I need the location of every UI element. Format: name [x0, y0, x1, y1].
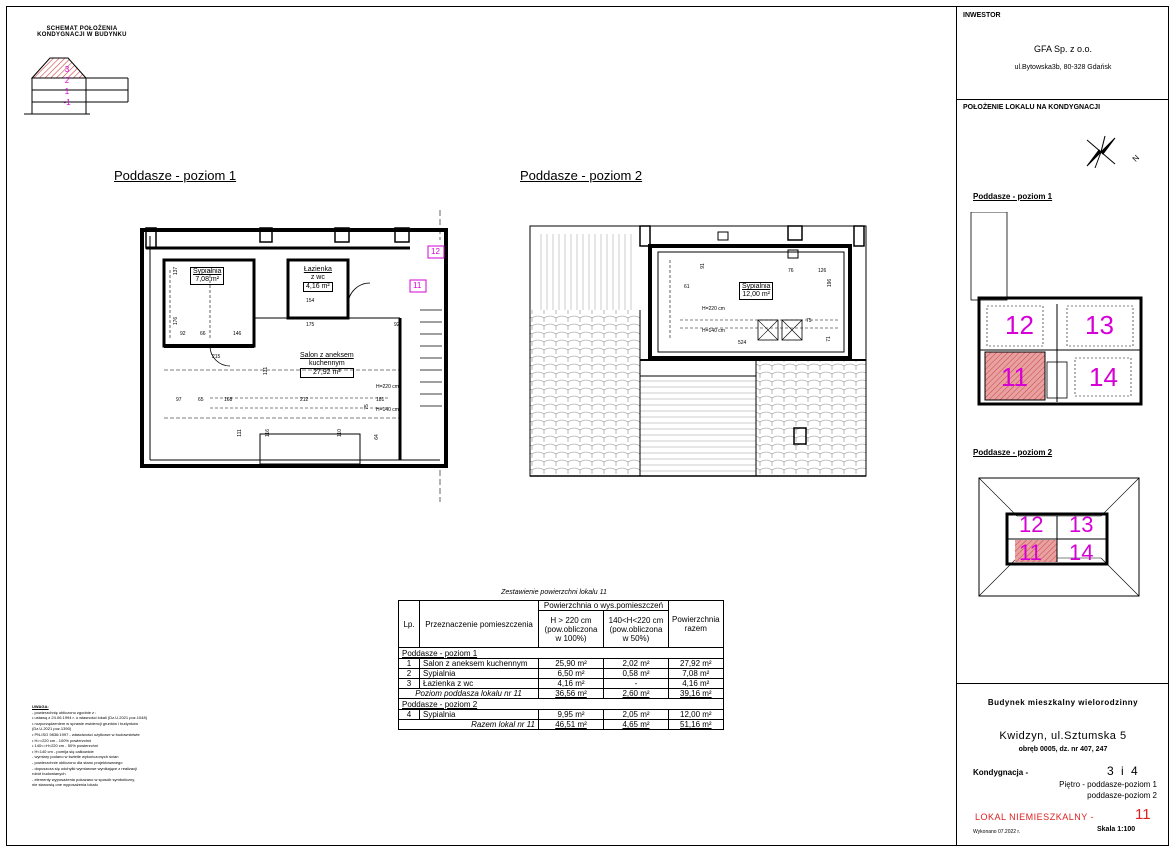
note-line: - dopuszcza się odchyłki wymiarowe wynikające z realizacji	[32, 765, 137, 771]
dim: 154	[306, 298, 315, 304]
dim: 176	[173, 316, 180, 326]
dim: 61	[684, 284, 690, 290]
scale: Skala 1:100	[1097, 826, 1136, 833]
cell-name: Sypialnia	[420, 710, 539, 720]
plan1-tag-11: 11	[413, 281, 422, 290]
cell-lp: 3	[399, 679, 420, 689]
investor-label: INWESTOR	[963, 12, 1001, 19]
table-row	[399, 669, 724, 679]
plan1-living-line2: kuchennym	[308, 360, 345, 367]
storey-label: Kondygnacja -	[973, 768, 1029, 777]
dim: 212	[300, 397, 309, 403]
level-1: 1	[64, 87, 70, 96]
cell-a: 9,95 m²	[539, 710, 604, 720]
location-label: POŁOŻENIE LOKALU NA KONDYGNACJI	[963, 104, 1101, 111]
dim: 97	[176, 397, 182, 403]
address: Kwidzyn, ul.Sztumska 5	[999, 730, 1127, 742]
dim: 92	[180, 331, 186, 337]
plan1-bedroom-label	[190, 267, 224, 285]
cell-a: 6,50 m²	[539, 669, 604, 679]
plan1-bathroom-label	[303, 266, 333, 292]
mini2-unit-12: 12	[1019, 512, 1044, 537]
cell-name: Sypialnia	[420, 669, 539, 679]
dim: 146	[233, 331, 242, 337]
unit-label: LOKAL NIEMIESZKALNY -	[975, 812, 1095, 822]
mini1-title: Poddasze - poziom 1	[973, 192, 1053, 201]
dim: 76	[788, 268, 794, 274]
dim: 64	[373, 434, 380, 440]
total-row	[399, 720, 724, 730]
plan2-bedroom-label	[739, 282, 773, 300]
dim: 131	[263, 366, 270, 376]
section1: Poddasze - poziom 1	[399, 648, 724, 659]
building-type: Budynek mieszkalny wielorodzinny	[987, 698, 1139, 707]
mini-plan-level2	[977, 476, 1147, 600]
section2: Poddasze - poziom 2	[399, 699, 724, 710]
mini1-unit-13: 13	[1085, 310, 1114, 340]
scheme-title-line1: SCHEMAT POŁOŻENIA	[46, 26, 118, 32]
plan1-bedroom-name: Sypialnia	[193, 268, 222, 275]
cell-lp: 1	[399, 659, 420, 669]
building-section-scheme	[20, 46, 140, 118]
notes-block	[32, 704, 252, 788]
cell-b: 2,02 m²	[604, 659, 669, 669]
note-line: • H>=220 cm - 100% powierzchni	[32, 737, 92, 743]
note-line: nie stanowią one wyposażenia lokalu	[32, 782, 98, 788]
dim: 168	[224, 397, 233, 403]
subtotal-row	[399, 689, 724, 699]
note-line: - powierzchnie obliczono dla stanu projektowanego	[32, 759, 123, 765]
mini2-unit-13: 13	[1069, 512, 1094, 537]
cell-b: 2,05 m²	[604, 710, 669, 720]
location-scheme-title	[32, 26, 132, 38]
dim: 196	[827, 278, 834, 288]
level-3: 3	[64, 65, 70, 74]
col-h140: 140<H<220 cm (pow.obliczona w 50%)	[604, 611, 669, 648]
total-t: 51,16 m²	[669, 720, 724, 730]
dim: 137	[173, 266, 180, 276]
floor-line1: Piętro - poddasze-poziom 1	[1059, 780, 1157, 789]
total-a: 46,51 m²	[539, 720, 604, 730]
plan2-title: Poddasze - poziom 2	[520, 168, 643, 183]
dim: 66	[200, 331, 206, 337]
dim: 91	[699, 263, 706, 269]
total-b: 4,65 m²	[604, 720, 669, 730]
table-caption: Zestawienie powierzchni lokalu 11	[501, 589, 607, 596]
dim: 111	[236, 429, 243, 437]
plan1-living-area: 27,92 m²	[300, 368, 354, 378]
mini2-unit-11: 11	[1019, 540, 1042, 565]
table-row	[399, 679, 724, 689]
cell-t: 12,00 m²	[669, 710, 724, 720]
col-total: Powierzchnia razem	[669, 601, 724, 648]
col-lp: Lp.	[399, 601, 420, 648]
mini2-unit-14: 14	[1069, 540, 1094, 565]
cell-b: 0,58 m²	[604, 669, 669, 679]
note-line: • H<140 cm - pomija się całkowicie	[32, 748, 94, 754]
note-line: - wymiary podano w świetle wykończonych ścian	[32, 754, 119, 760]
mini-plan-level1	[967, 212, 1147, 412]
subtotal-label: Poziom poddasza lokalu nr 11	[399, 689, 539, 699]
level-2: 2	[64, 76, 70, 85]
area-summary-table	[398, 600, 724, 730]
divider	[957, 99, 1169, 100]
dim: 110	[336, 429, 343, 437]
plan1-bathroom-name: Łazienka	[303, 266, 332, 273]
mini1-unit-12: 12	[1005, 310, 1034, 340]
investor-address: ul.Bytowska3b, 80-328 Gdańsk	[1014, 64, 1112, 71]
unit-number: 11	[1135, 806, 1151, 823]
notes-heading: UWAGA:	[32, 704, 49, 709]
plan2-bedroom-name: Sypialnia	[742, 283, 771, 290]
cell-a: 4,16 m²	[539, 679, 604, 689]
scheme-title-line2: KONDYGNACJI W BUDYNKU	[37, 32, 127, 38]
divider	[957, 683, 1169, 684]
made-date: Wykonano 07.2022 r.	[973, 829, 1021, 835]
plan1-living-name: Salon z aneksem	[300, 352, 354, 359]
subtotal-t: 39,16 m²	[669, 689, 724, 699]
dim: 75	[363, 404, 370, 410]
cell-t: 27,92 m²	[669, 659, 724, 669]
plan1-bathroom-line2: z wc	[310, 274, 325, 281]
mini1-unit-14: 14	[1089, 362, 1118, 392]
dim: 175	[306, 322, 315, 328]
plan2-h220: H=220 cm	[702, 306, 725, 312]
note-line: - powierzchnię obliczono zgodnie z :	[32, 709, 97, 715]
note-line: • 140<=H<220 cm - 50% powierzchni	[32, 743, 98, 749]
col-purpose: Przeznaczenie pomieszczenia	[420, 601, 539, 648]
floor-plan-level2	[520, 210, 875, 502]
plot: obręb 0005, dz. nr 407, 247	[1018, 746, 1108, 753]
dim: 126	[818, 268, 827, 274]
cell-lp: 2	[399, 669, 420, 679]
dim: 65	[198, 397, 204, 403]
note-line: - elementy wyposażenia pokazano w sposób symboliczny,	[32, 776, 136, 782]
table-row	[399, 659, 724, 669]
plan2-bedroom-area: 12,00 m²	[742, 291, 771, 298]
col-h220: H > 220 cm (pow.obliczona w 100%)	[539, 611, 604, 648]
level-minus1: -1	[63, 98, 71, 107]
dim: 75	[806, 318, 812, 324]
mini1-unit-11: 11	[1001, 362, 1028, 392]
note-line: • rozporządzeniem w sprawie ewidencji gruntów i budynków	[32, 720, 139, 726]
note-line: • ustawą z 24.06.1994 r. o własności lokali (Dz.U.2021 poz.1048)	[32, 715, 148, 721]
scheme-levels	[62, 64, 72, 108]
total-label: Razem lokal nr 11	[399, 720, 539, 730]
floor-line2: poddasze-poziom 2	[1087, 791, 1157, 800]
title-block	[956, 6, 1169, 846]
cell-lp: 4	[399, 710, 420, 720]
plan1-h140: H=140 cm	[376, 407, 399, 413]
subtotal-a: 36,56 m²	[539, 689, 604, 699]
mini2-title: Poddasze - poziom 2	[973, 448, 1053, 457]
north-arrow-icon	[1081, 132, 1121, 172]
plan1-bathroom-area: 4,16 m²	[303, 282, 333, 292]
investor-name: GFA Sp. z o.o.	[1033, 44, 1093, 54]
cell-name: Łazienka z wc	[420, 679, 539, 689]
floor-plan-level1	[110, 210, 455, 502]
cell-a: 25,90 m²	[539, 659, 604, 669]
plan2-h140: H=140 cm	[702, 328, 725, 334]
dim: 524	[738, 340, 747, 346]
dim: 181	[376, 397, 385, 403]
plan1-title: Poddasze - poziom 1	[114, 168, 237, 183]
note-line: robót budowlanych	[32, 771, 66, 777]
dim: 116	[264, 429, 271, 437]
dim: 71	[825, 336, 832, 342]
cell-b: -	[604, 679, 669, 689]
cell-t: 7,08 m²	[669, 669, 724, 679]
plan1-living-label	[300, 352, 354, 378]
plan1-bedroom-area: 7,08 m²	[195, 276, 220, 283]
plan1-tag-12: 12	[431, 247, 440, 256]
dim: 215	[212, 354, 221, 360]
note-line: (Dz.U.2021 poz.1390)	[32, 726, 72, 732]
cell-t: 4,16 m²	[669, 679, 724, 689]
north-label: N	[1130, 153, 1142, 164]
table-row	[399, 710, 724, 720]
plan1-h220: H=220 cm	[376, 384, 399, 390]
subtotal-b: 2,60 m²	[604, 689, 669, 699]
cell-name: Salon z aneksem kuchennym	[420, 659, 539, 669]
note-line: • PN-ISO 9836:1997 - właściwości użytkowe w budownictwie	[32, 731, 140, 737]
storey-value: 3 i 4	[1107, 764, 1140, 778]
col-group: Powierzchnia o wys.pomieszczeń	[539, 601, 669, 611]
dim: 92	[394, 322, 400, 328]
